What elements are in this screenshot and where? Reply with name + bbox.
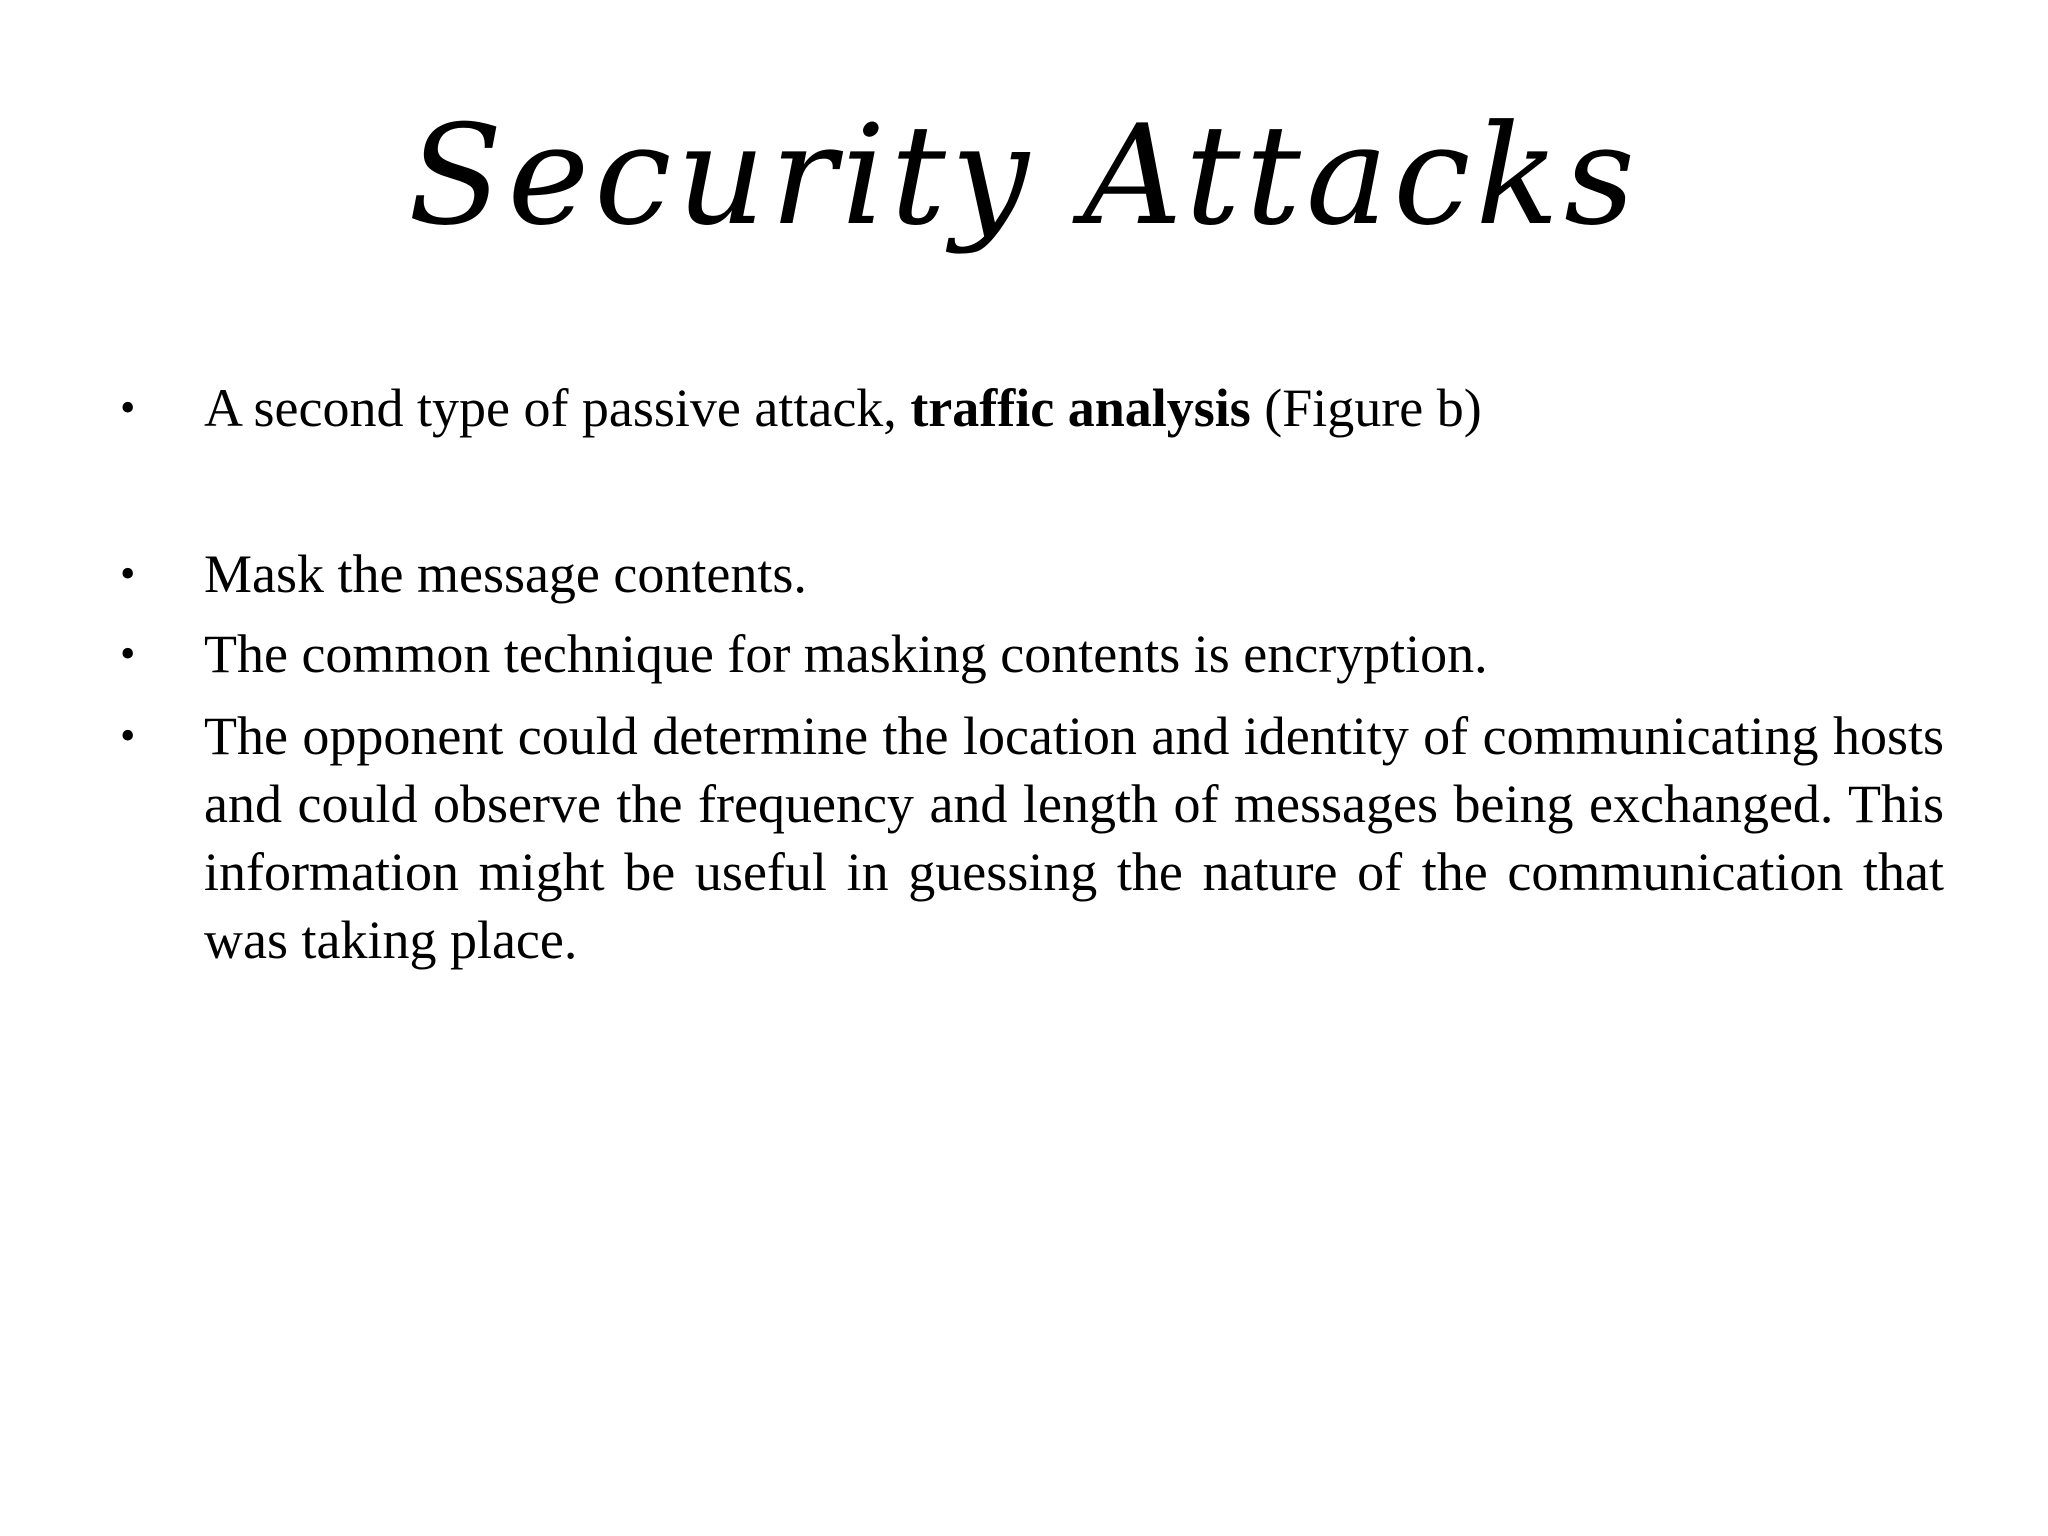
bullet-text [204,374,1944,442]
slide-title: Security Attacks [408,95,1640,256]
bullet-marker: • [120,549,136,598]
bullet-bold-term: traffic analysis [910,378,1251,438]
bullet-text: The opponent could determine the location and identity of communicating hosts and could observe the frequency and length of messages being exchanged. This information might be useful in guessing the nature of the communication that was taking place. [204,706,1944,970]
bullet-text-tail: (Figure b) [1250,378,1482,438]
bullet-text-lead: A second type of passive attack, [204,378,911,438]
bullet-marker: • [120,711,136,760]
bullet-text: Mask the message contents. [204,544,807,604]
bullet-marker: • [120,629,136,678]
bullet-text: The common technique for masking contents is encryption. [204,624,1488,684]
bullet-marker: • [120,383,136,432]
